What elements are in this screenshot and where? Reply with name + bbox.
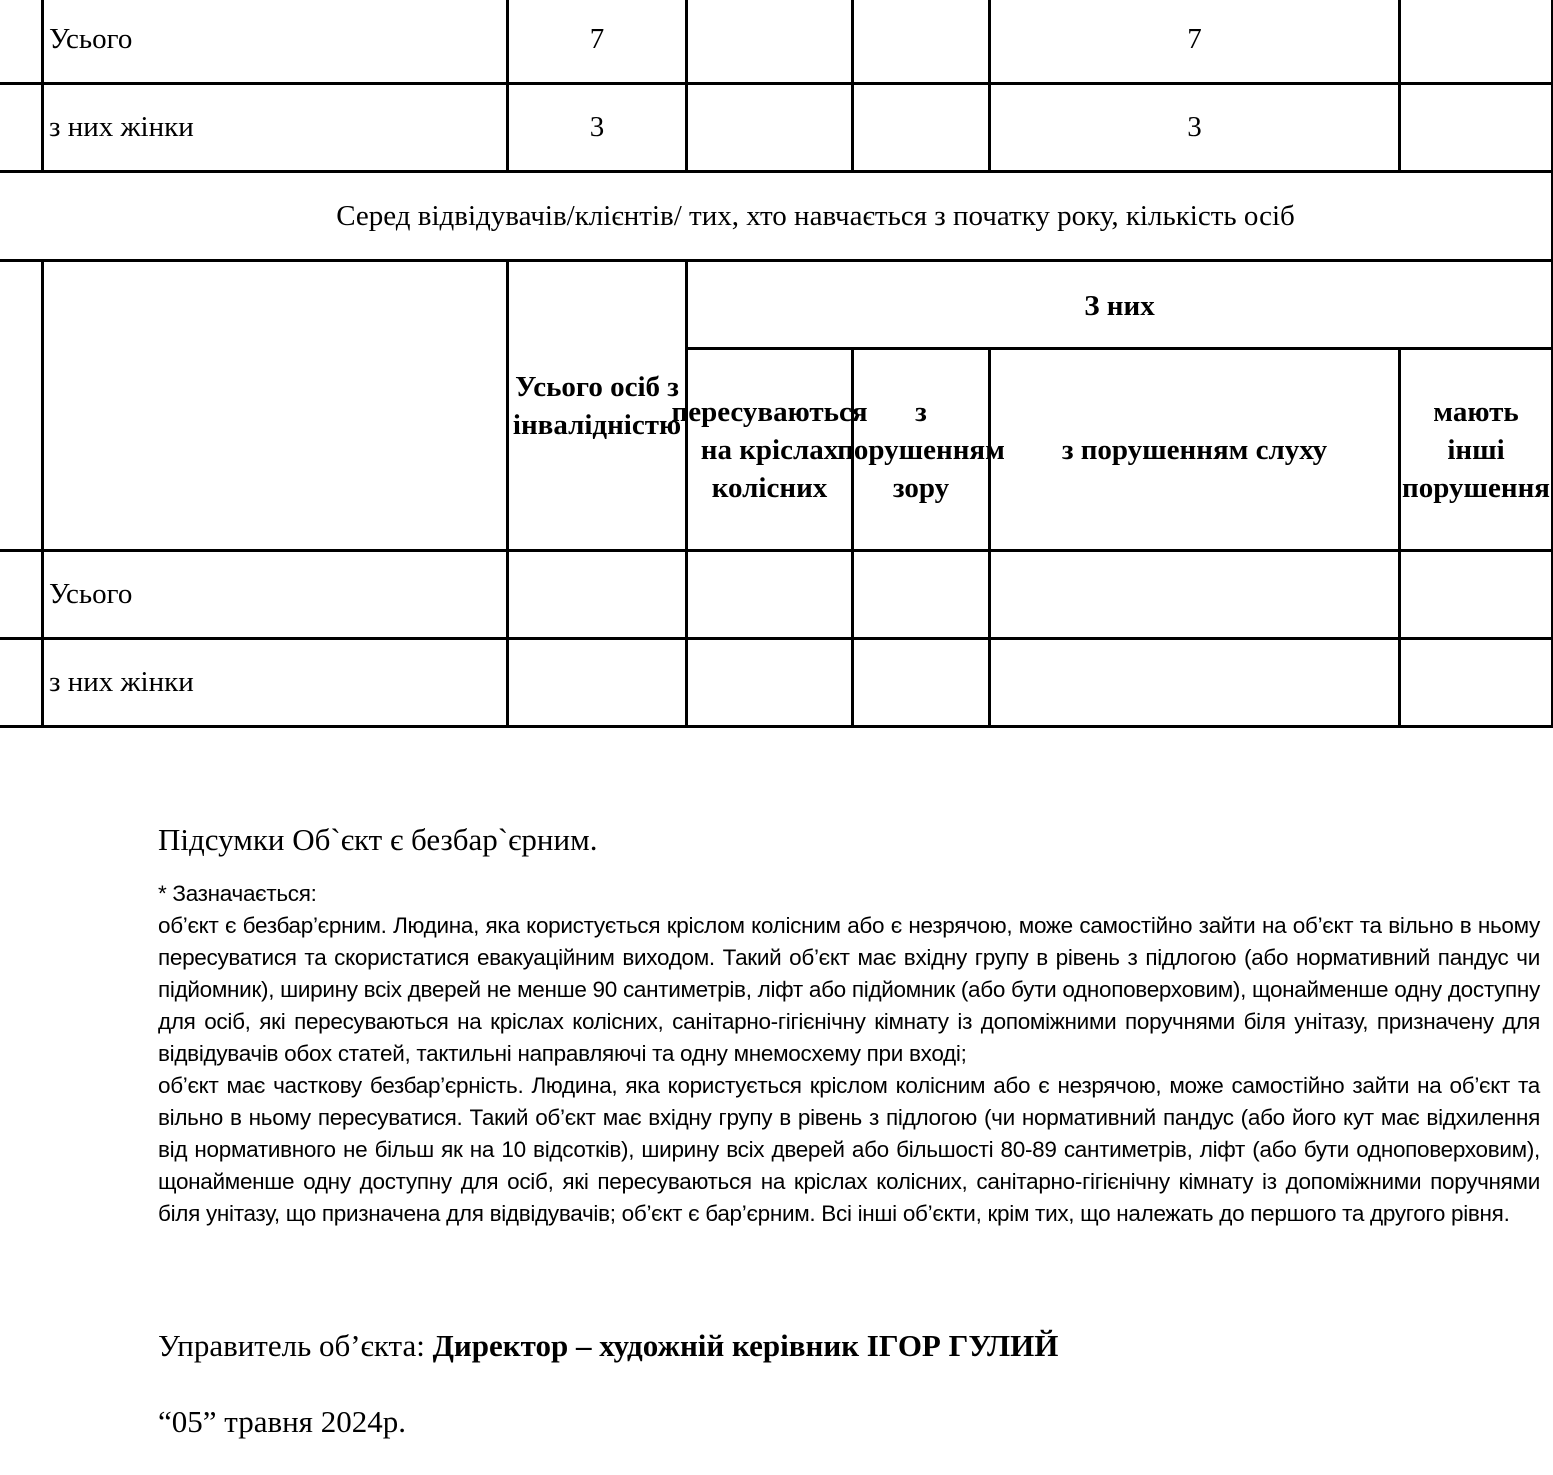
document-date: “05” травня 2024р. — [158, 1404, 406, 1439]
wheelchair-cell — [688, 85, 854, 173]
section-title: Серед відвідувачів/клієнтів/ тих, хто навчається з початку року, кількість осіб — [0, 173, 1553, 262]
footnote-paragraph-1: об’єкт є безбар’єрним. Людина, яка користується кріслом колісним або є незрячою, може самостійно зайти на об’єкт та вільно в ньому пересуватися та скористатися евакуаційним виходом. Такий об’єкт має вхідну групу в рівень з підлогою (або нормативний пандус чи підйомник), ширину всіх дверей не менше 90 сантиметрів, ліфт або підйомник (або бути одноповерховим), щонайменше одну доступну для осіб, які пересуваються на кріслах колісних, санітарно-гігієнічну кімнату із допоміжними поручнями біля унітазу, призначену для відвідувачів обох статей, тактильні направляючі та одну мнемосхему при вході; — [158, 913, 1540, 1066]
other-cell — [1401, 85, 1553, 173]
row-label: Усього — [44, 552, 509, 640]
manager-line — [158, 1328, 1540, 1364]
footnote-heading: * Зазначається: — [158, 881, 317, 906]
other-cell — [1401, 0, 1553, 85]
header-vision: з порушенням зору — [854, 350, 991, 552]
manager-label: Управитель об’єкта: — [158, 1328, 433, 1363]
header-hearing: з порушенням слуху — [991, 350, 1401, 552]
table-row — [0, 640, 1553, 728]
row-stub — [0, 640, 44, 728]
row-stub — [0, 85, 44, 173]
wheelchair-cell — [688, 0, 854, 85]
footnote — [158, 878, 1540, 1230]
total-cell — [509, 552, 688, 640]
hearing-cell — [991, 640, 1401, 728]
other-cell — [1401, 640, 1553, 728]
header-other: мають інші порушення — [1401, 350, 1553, 552]
summary-text: Підсумки Об`єкт є безбар`єрним. — [158, 822, 598, 857]
total-cell: 3 — [509, 85, 688, 173]
header-stub — [0, 262, 44, 552]
vision-cell — [854, 85, 991, 173]
hearing-cell: 7 — [991, 0, 1401, 85]
row-stub — [0, 0, 44, 85]
header-label-empty — [44, 262, 509, 552]
table-row — [0, 85, 1553, 173]
total-cell: 7 — [509, 0, 688, 85]
total-cell — [509, 640, 688, 728]
header-wheelchair: пересуваються на кріслах колісних — [688, 350, 854, 552]
table-row — [0, 0, 1553, 85]
wheelchair-cell — [688, 640, 854, 728]
table-header — [0, 262, 1553, 552]
table-row — [0, 552, 1553, 640]
manager-name: Директор – художній керівник ІГОР ГУЛИЙ — [432, 1328, 1059, 1363]
row-label: з них жінки — [44, 640, 509, 728]
wheelchair-cell — [688, 552, 854, 640]
accessibility-table — [0, 0, 1553, 728]
header-total: Усього осіб з інвалідністю — [509, 262, 688, 552]
other-cell — [1401, 552, 1553, 640]
hearing-cell — [991, 552, 1401, 640]
vision-cell — [854, 0, 991, 85]
hearing-cell: 3 — [991, 85, 1401, 173]
vision-cell — [854, 640, 991, 728]
row-label: Усього — [44, 0, 509, 85]
vision-cell — [854, 552, 991, 640]
row-label: з них жінки — [44, 85, 509, 173]
row-stub — [0, 552, 44, 640]
header-of-them: З них — [688, 262, 1553, 350]
footnote-paragraph-2: об’єкт має часткову безбар’єрність. Людина, яка користується кріслом колісним або є незрячою, може самостійно зайти на об’єкт та вільно в ньому пересуватися. Такий об’єкт має вхідну групу в рівень з підлогою (чи нормативний пандус (або його кут має відхилення від нормативного не більш як на 10 відсотків), ширину всіх дверей або більшості 80-89 сантиметрів, ліфт (або бути одноповерховим), щонайменше одну доступну для осіб, які пересуваються на кріслах колісних, санітарно-гігієнічну кімнату із допоміжними поручнями біля унітазу, що призначена для відвідувачів; об’єкт є бар’єрним. Всі інші об’єкти, крім тих, що належать до першого та другого рівня. — [158, 1073, 1540, 1226]
